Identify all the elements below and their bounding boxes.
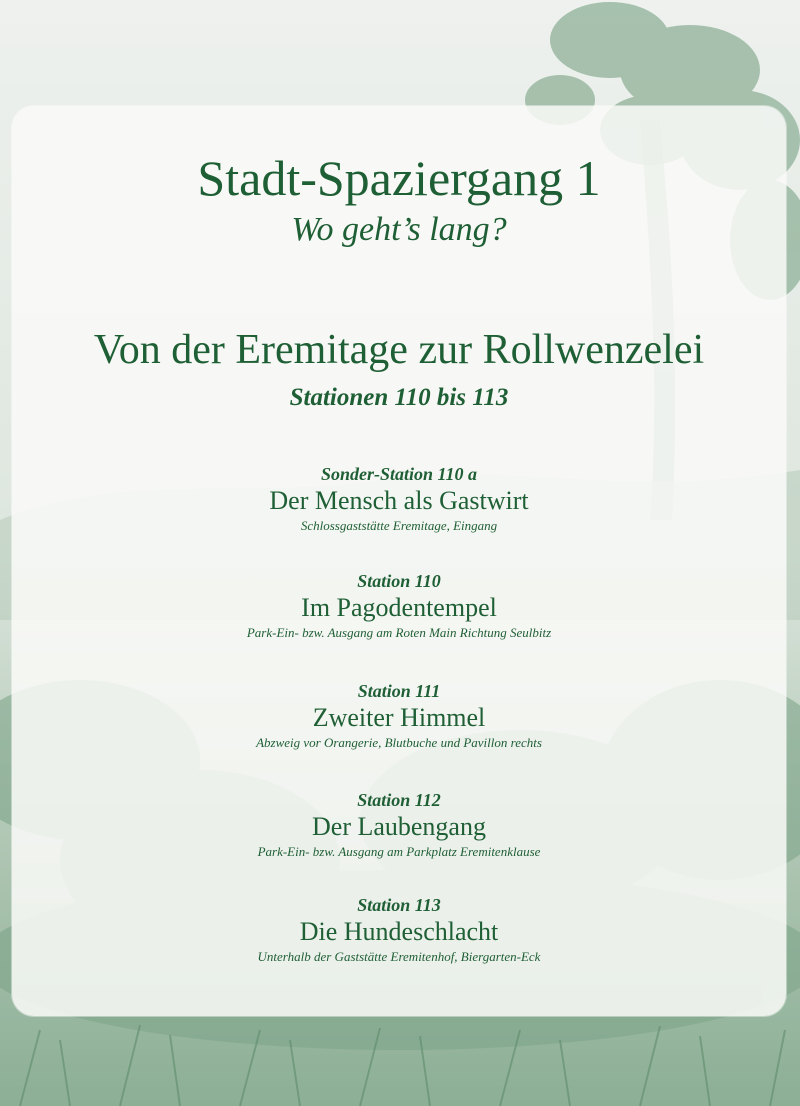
station-location: Park-Ein- bzw. Ausgang am Roten Main Richtung Seulbitz [246,625,552,640]
station-name: Der Laubengang [312,812,486,841]
page-title: Stadt-Spaziergang 1 [197,150,601,206]
station-number: Station 110 [357,571,441,591]
station-location: Park-Ein- bzw. Ausgang am Parkplatz Eremitenklause [257,844,541,859]
station-location: Schlossgaststätte Eremitage, Eingang [300,518,498,533]
page-content [12,106,786,1016]
station-110a [12,463,786,535]
station-number: Station 111 [357,681,441,701]
station-110 [12,570,786,642]
route-subtitle: Stationen 110 bis 113 [289,384,509,411]
station-112 [12,789,786,861]
station-location: Unterhalb der Gaststätte Eremitenhof, Biergarten-Eck [257,949,541,964]
route-title: Von der Eremitage zur Rollwenzelei [93,327,705,373]
station-113 [12,894,786,966]
station-name: Zweiter Himmel [312,703,486,732]
station-number: Station 112 [357,790,441,810]
station-name: Die Hundeschlacht [299,917,499,946]
station-location: Abzweig vor Orangerie, Blutbuche und Pavillon rechts [256,735,542,750]
station-name: Der Mensch als Gastwirt [269,486,529,515]
station-name: Im Pagodentempel [301,593,497,622]
station-number: Station 113 [357,895,441,915]
station-number: Sonder-Station 110 a [320,464,478,484]
station-111 [12,680,786,752]
page-subtitle: Wo geht’s lang? [291,211,507,248]
